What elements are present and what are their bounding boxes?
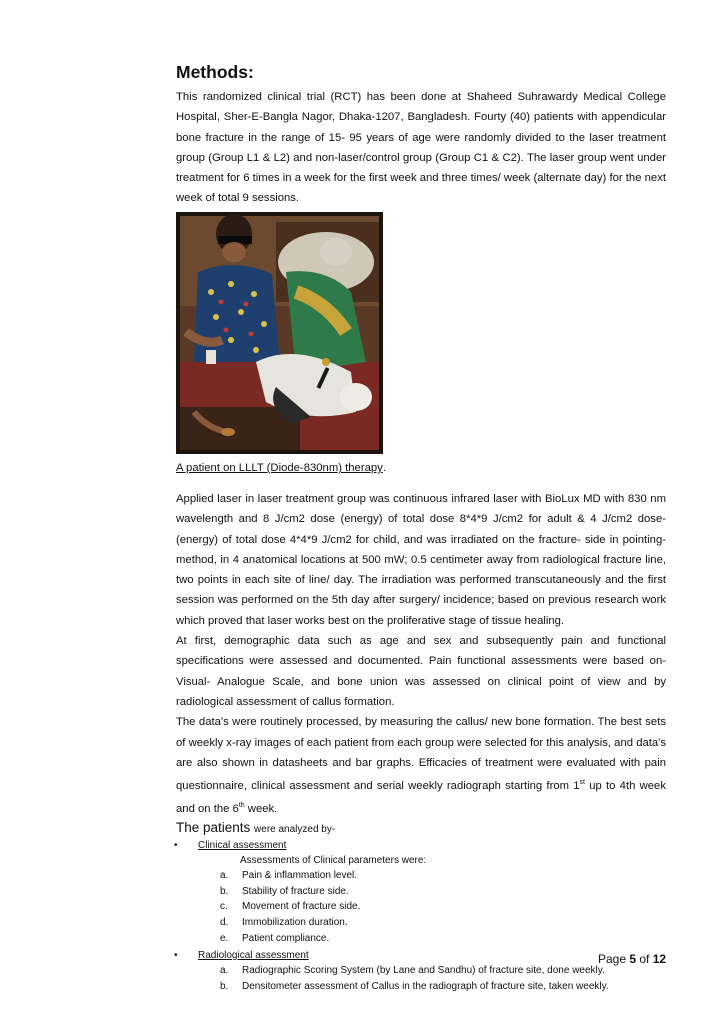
methods-body [176, 489, 666, 995]
laser-paragraph: Applied laser in laser treatment group was continuous infrared laser with BioLux MD with 830 nm wavelength and 8 J/cm2 dose (energy) of total dose 8*4*9 J/cm2 for adult & 4 J/cm2 dose-(energy) of total dose 4*4*9 J/cm2 for child, and was irradiated on the fracture- side in pointing-method, in 4 anatomical locations at 500 mW; 0.5 centimeter away from radiological fracture line, two points in each site of line/ day. The irradiation was performed transcutaneously and the first session was performed on the 5th day after surgery/ incidence; based on previous research work which proved that laser works best on the proliferative stage of tissue healing. [176, 493, 666, 627]
figure-caption-text: A patient on LLLT (Diode-830nm) therapy [176, 462, 383, 474]
data-paragraph [176, 712, 666, 819]
list-item-text: Stability of fracture side. [242, 885, 349, 897]
page-word: Page [598, 952, 630, 966]
methods-heading: Methods: [176, 62, 254, 82]
list-item-text: Movement of fracture side. [242, 901, 361, 913]
current-page: 5 [629, 952, 637, 966]
superscript-st: st [579, 779, 585, 787]
list-item-text: Patient compliance. [242, 932, 330, 944]
clinical-assessment-bullet [176, 838, 666, 854]
figure-caption-period: . [382, 462, 386, 474]
page-number [598, 952, 666, 966]
list-item [176, 899, 666, 915]
list-item [176, 868, 666, 884]
of-word: of [636, 952, 653, 966]
list-item-letter: e. [220, 932, 229, 944]
figure-caption [176, 462, 386, 474]
demographic-paragraph: At first, demographic data such as age and sex and subsequently pain and functional specifications were assessed and documented. Pain functional assessments were based on- Visual- Analogue Scale, and bone union was assessed on clinical point of view and by radiological assessment of callus formation. [176, 635, 666, 708]
list-item-letter: c. [220, 901, 228, 913]
radiological-assessment-label: Radiological assessment [198, 949, 309, 961]
list-item-letter: b. [220, 885, 229, 897]
list-item [176, 931, 666, 947]
methods-paragraph: This randomized clinical trial (RCT) has been done at Shaheed Suhrawardy Medical College Hospital, Sher-E-Bangla Nagor, Dhaka-1207, Bangladesh. Fourty (40) patients with appendicular bone fracture in the range of 15- 95 years of age were randomly divided to the laser treatment group (Group L1 & L2) and non-laser/control group (Group C1 & C2). The laser group went under treatment for 6 times in a week for the first week and three times/ week (alternate day) for the next week of total 9 sessions. [176, 91, 666, 205]
data-paragraph-part-2: up to 4th week and on the 6 [176, 779, 666, 815]
patients-analyzed-line [176, 819, 666, 838]
bullet-icon: • [174, 840, 178, 852]
list-item-letter: b. [220, 981, 229, 993]
data-paragraph-part-3: week. [244, 802, 278, 815]
patient-photo-image [176, 212, 383, 454]
clinical-assessment-label: Clinical assessment [198, 840, 287, 852]
list-item-text: Pain & inflammation level. [242, 869, 358, 881]
list-item [176, 963, 666, 979]
list-item-letter: d. [220, 917, 229, 929]
list-item-letter: a. [220, 965, 229, 977]
data-paragraph-part-1: The data's were routinely processed, by measuring the callus/ new bone formation. The best sets of weekly x-ray images of each patient from each group were selected for this analysis, and data's are also shown in datasheets and bar graphs. Efficacies of treatment were evaluated with pain questionnaire, clinical assessment and serial weekly radiograph starting from 1 [176, 716, 666, 792]
list-item [176, 915, 666, 931]
radiological-assessment-bullet [176, 948, 666, 964]
list-item-text: Immobilization duration. [242, 917, 348, 929]
list-item-text: Densitometer assessment of Callus in the radiograph of fracture site, taken weekly. [242, 981, 609, 993]
patients-lead: The patients [176, 820, 255, 836]
patients-tail: were analyzed by- [254, 824, 336, 836]
superscript-th: th [238, 802, 245, 810]
total-pages: 12 [652, 952, 667, 966]
list-item [176, 884, 666, 900]
list-item-text: Radiographic Scoring System (by Lane and Sandhu) of fracture site, done weekly. [242, 965, 605, 977]
bullet-icon: • [174, 949, 178, 961]
list-item [176, 979, 666, 995]
patient-photo [176, 212, 383, 454]
list-item-letter: a. [220, 869, 229, 881]
methods-section [176, 62, 666, 209]
clinical-intro: Assessments of Clinical parameters were: [240, 854, 427, 866]
